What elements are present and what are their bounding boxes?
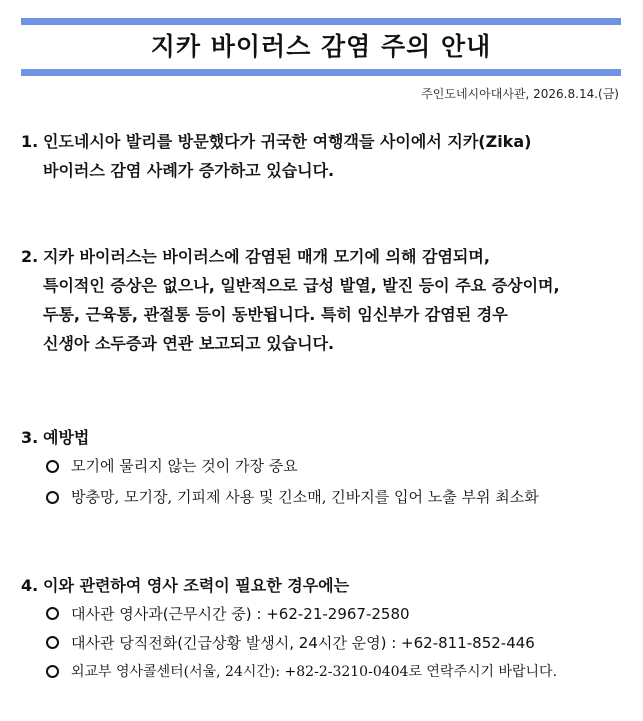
item-number: 4. — [21, 576, 39, 595]
item-line: 신생아 소두증과 연관 보고되고 있습니다. — [43, 334, 335, 353]
item-number: 2. — [21, 247, 39, 266]
item-number: 1. — [21, 132, 39, 151]
prevention-text: 방충망, 모기장, 기피제 사용 및 긴소매, 긴바지를 입어 노출 부위 최소화 — [71, 488, 539, 506]
contact-text: 대사관 당직전화(긴급상황 발생시, 24시간 운영) : +62-811-852-446 — [71, 634, 535, 652]
item-line: 바이러스 감염 사례가 증가하고 있습니다. — [43, 161, 335, 180]
contact-item — [46, 630, 535, 656]
header-rule-bottom — [21, 69, 621, 76]
notice-item-3 — [21, 423, 631, 452]
item-heading: 이와 관련하여 영사 조력이 필요한 경우에는 — [43, 576, 350, 595]
contact-item — [46, 659, 557, 685]
item-line: 두통, 근육통, 관절통 등이 동반됩니다. 특히 임신부가 감염된 경우 — [43, 305, 508, 324]
item-number: 3. — [21, 428, 39, 447]
circle-bullet-icon — [46, 665, 59, 678]
circle-bullet-icon — [46, 607, 59, 620]
prevention-text: 모기에 물리지 않는 것이 가장 중요 — [71, 457, 298, 475]
notice-item-2 — [21, 242, 631, 358]
item-heading: 예방법 — [43, 428, 90, 447]
item-line: 인도네시아 발리를 방문했다가 귀국한 여행객들 사이에서 지카(Zika) — [43, 132, 532, 151]
prevention-item — [46, 484, 539, 510]
contact-text: 대사관 영사과(근무시간 중) : +62-21-2967-2580 — [71, 605, 410, 623]
prevention-item — [46, 453, 298, 479]
circle-bullet-icon — [46, 636, 59, 649]
circle-bullet-icon — [46, 491, 59, 504]
item-line: 특이적인 증상은 없으나, 일반적으로 급성 발열, 발진 등이 주요 증상이며, — [43, 276, 560, 295]
page-title: 지카 바이러스 감염 주의 안내 — [150, 32, 492, 61]
issuer-date: 주인도네시아대사관, 2026.8.14.(금) — [421, 87, 619, 101]
notice-item-4 — [21, 571, 631, 600]
header-rule-top — [21, 18, 621, 25]
contact-text: 외교부 영사콜센터(서울, 24시간): +82-2-3210-0404로 연락주시기 바랍니다. — [71, 664, 558, 680]
circle-bullet-icon — [46, 460, 59, 473]
item-line: 지카 바이러스는 바이러스에 감염된 매개 모기에 의해 감염되며, — [43, 247, 490, 266]
contact-item — [46, 601, 410, 627]
notice-item-1 — [21, 127, 631, 185]
